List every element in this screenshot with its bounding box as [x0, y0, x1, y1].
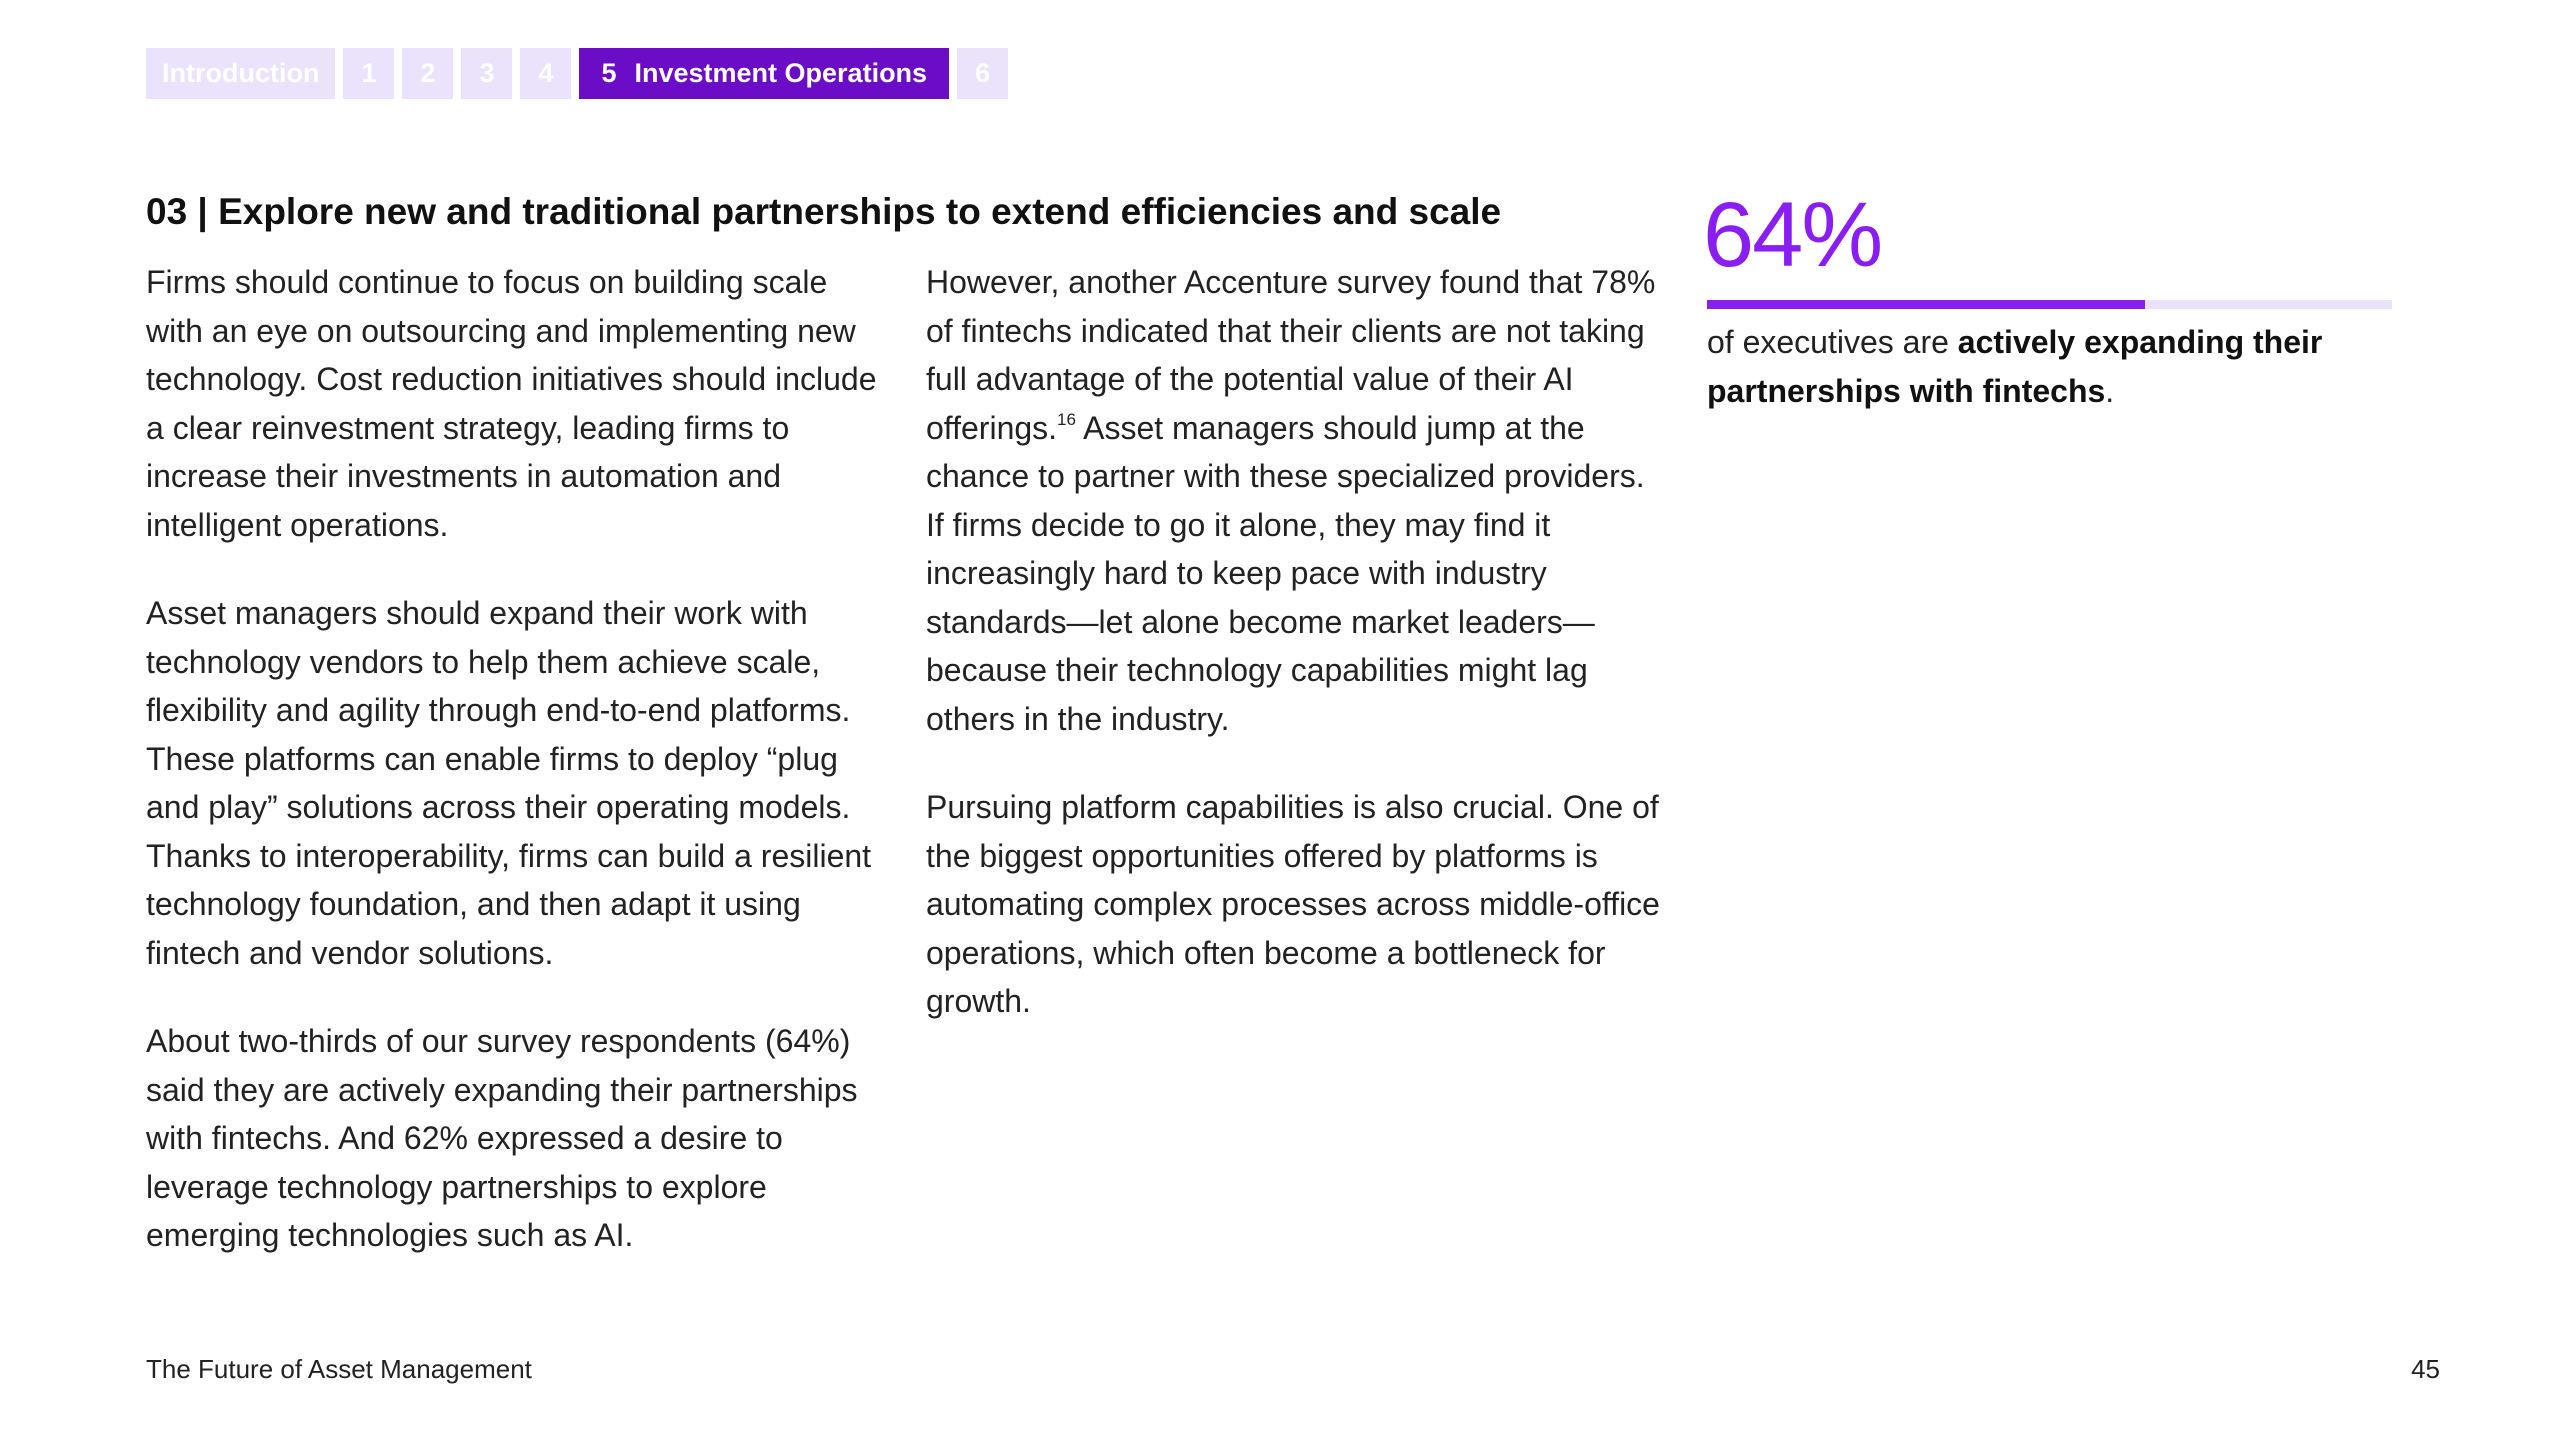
body-column-2 — [926, 258, 1666, 1066]
tab-2[interactable]: 2 — [402, 48, 453, 99]
paragraph: About two-thirds of our survey respondents (64%) said they are actively expanding their partnerships with fintechs. And 62% expressed a desire to leverage technology partnerships to explore emerging technologies such as AI. — [146, 1023, 858, 1253]
paragraph — [926, 258, 1666, 743]
tab-investment-operations[interactable] — [579, 48, 949, 99]
tab-6[interactable]: 6 — [957, 48, 1008, 99]
stat-text-bold: actively expanding their partnerships with fintechs — [1707, 324, 2323, 409]
paragraph: Asset managers should expand their work with technology vendors to help them achieve scale, flexibility and agility through end-to-end platforms. These platforms can enable firms to deploy “plug and play” solutions across their operating models. Thanks to interoperability, firms can build a resilient technology foundation, and then adapt it using fintech and vendor solutions. — [146, 595, 872, 971]
stat-value: 64% — [1703, 184, 1882, 286]
stat-text-after: . — [2105, 372, 2115, 409]
body-column-1 — [146, 258, 886, 1300]
stat-progress-fill — [1707, 300, 2145, 309]
tab-1[interactable]: 1 — [343, 48, 394, 99]
paragraph-text: However, another Accenture survey found that 78% of fintechs indicated that their clients are not taking full advantage of the potential value of their AI offerings. — [926, 264, 1656, 446]
footnote-ref[interactable]: 16 — [1057, 409, 1076, 429]
stat-description — [1707, 318, 2347, 415]
paragraph: Pursuing platform capabilities is also crucial. One of the biggest opportunities offered by platforms is automating complex processes across middle-office operations, which often become a bottleneck for growth. — [926, 789, 1660, 1019]
paragraph-text: Asset managers should jump at the chance to partner with these specialized providers. If firms decide to go it alone, they may find it increasingly hard to keep pace with industry standards—let alone become market leaders—because their technology capabilities might lag others in the industry. — [926, 409, 1645, 737]
paragraph: Firms should continue to focus on building scale with an eye on outsourcing and implementing new technology. Cost reduction initiatives should include a clear reinvestment strategy, leading firms to increase their investments in automation and intelligent operations. — [146, 264, 877, 543]
section-heading: 03 | Explore new and traditional partnerships to extend efficiencies and scale — [146, 191, 1502, 232]
footer-title: The Future of Asset Management — [146, 1354, 532, 1384]
stat-progress-bar — [1707, 300, 2392, 309]
tab-3[interactable]: 3 — [461, 48, 512, 99]
stat-text-before: of executives are — [1707, 324, 1958, 360]
section-nav — [146, 48, 1008, 99]
active-tab-number: 5 — [601, 58, 617, 88]
tab-4[interactable]: 4 — [520, 48, 571, 99]
tab-introduction[interactable]: Introduction — [146, 48, 335, 99]
active-tab-label: Investment Operations — [634, 58, 928, 88]
page-number: 45 — [2411, 1354, 2440, 1384]
